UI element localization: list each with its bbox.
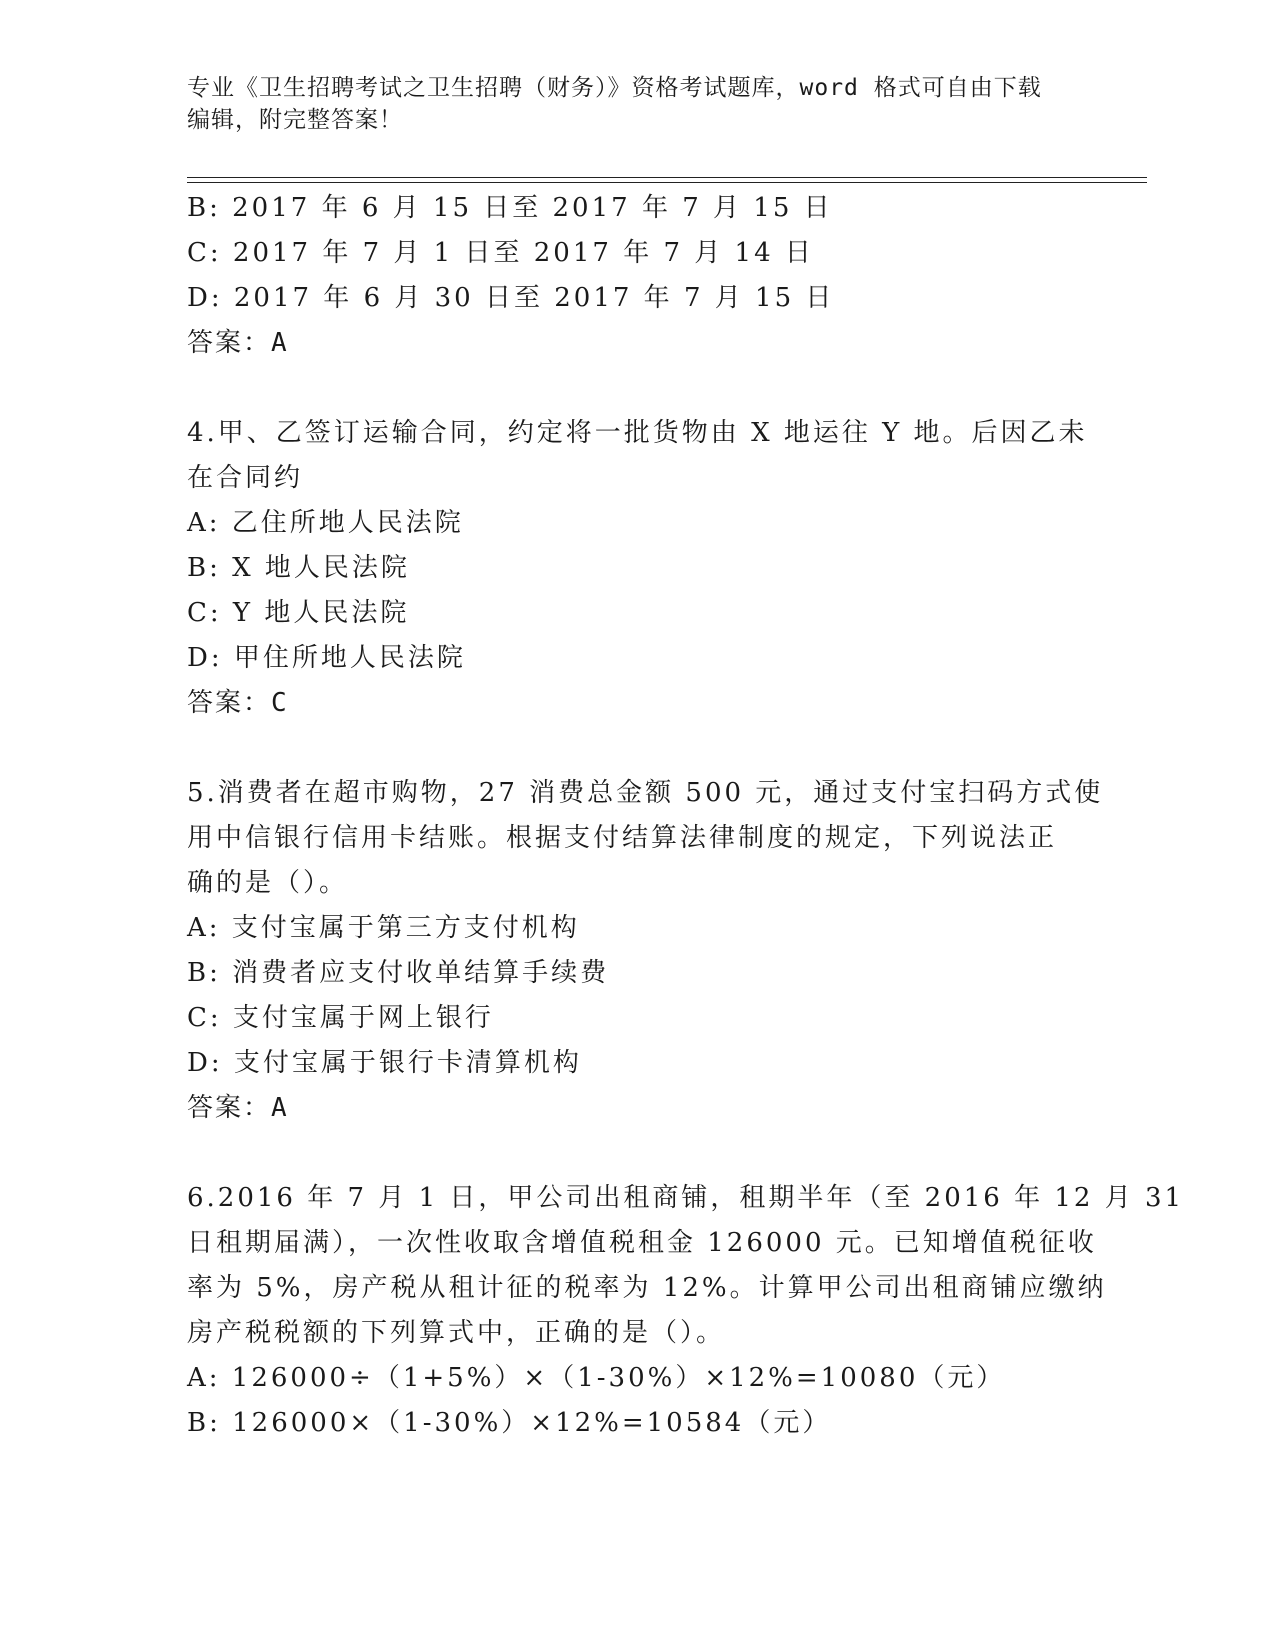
q6-option-b: B: 126000×（1-30%）×12%=10584（元） <box>187 1408 832 1438</box>
header-line-2: 编辑，附完整答案！ <box>187 107 403 133</box>
header-rule-top <box>187 177 1147 178</box>
q5-option-c: C: 支付宝属于网上银行 <box>187 1003 494 1033</box>
q4-stem-line-1: 4.甲、乙签订运输合同，约定将一批货物由 X 地运往 Y 地。后因乙未 <box>187 418 1088 448</box>
q3-answer: 答案：A <box>187 328 289 358</box>
q6-option-a: A: 126000÷（1+5%）×（1-30%）×12%=10080（元） <box>187 1363 1006 1393</box>
q5-stem-line-2: 用中信银行信用卡结账。根据支付结算法律制度的规定，下列说法正 <box>187 823 1058 853</box>
q5-stem-line-1: 5.消费者在超市购物，27 消费总金额 500 元，通过支付宝扫码方式使 <box>187 778 1104 808</box>
q4-option-c: C: Y 地人民法院 <box>187 598 410 628</box>
question-content <box>187 186 1185 1446</box>
q4-stem-line-2: 在合同约 <box>187 463 304 493</box>
q6-stem-line-1: 6.2016 年 7 月 1 日，甲公司出租商铺，租期半年（至 2016 年 12 月 31 <box>187 1183 1185 1213</box>
q5-stem-line-3: 确的是（）。 <box>187 868 349 898</box>
q5-option-d: D: 支付宝属于银行卡清算机构 <box>187 1048 582 1078</box>
q5-answer: 答案：A <box>187 1093 289 1123</box>
q3-option-b: B: 2017 年 6 月 15 日至 2017 年 7 月 15 日 <box>187 193 833 223</box>
q5-option-b: B: 消费者应支付收单结算手续费 <box>187 958 610 988</box>
spacer <box>187 726 1067 771</box>
question-3 <box>187 186 1067 366</box>
page-header <box>187 72 1077 136</box>
q4-option-d: D: 甲住所地人民法院 <box>187 643 466 673</box>
q4-option-a: A: 乙住所地人民法院 <box>187 508 464 538</box>
q4-option-b: B: X 地人民法院 <box>187 553 410 583</box>
q6-stem-line-4: 房产税税额的下列算式中，正确的是（）。 <box>187 1318 726 1348</box>
header-line-1: 专业《卫生招聘考试之卫生招聘（财务）》资格考试题库，word 格式可自由下载 <box>187 75 1042 101</box>
q3-option-c: C: 2017 年 7 月 1 日至 2017 年 7 月 14 日 <box>187 238 814 268</box>
q6-stem-line-3: 率为 5%，房产税从租计征的税率为 12%。计算甲公司出租商铺应缴纳 <box>187 1273 1107 1303</box>
q3-option-d: D: 2017 年 6 月 30 日至 2017 年 7 月 15 日 <box>187 283 835 313</box>
header-rule-bottom <box>187 182 1147 183</box>
question-4 <box>187 411 1088 726</box>
question-5 <box>187 771 1104 1131</box>
spacer <box>187 1131 1067 1176</box>
spacer <box>187 366 1067 411</box>
q6-stem-line-2: 日租期届满），一次性收取含增值税租金 126000 元。已知增值税征收 <box>187 1228 1097 1258</box>
question-6 <box>187 1176 1185 1446</box>
q5-option-a: A: 支付宝属于第三方支付机构 <box>187 913 580 943</box>
q4-answer: 答案：C <box>187 688 289 718</box>
